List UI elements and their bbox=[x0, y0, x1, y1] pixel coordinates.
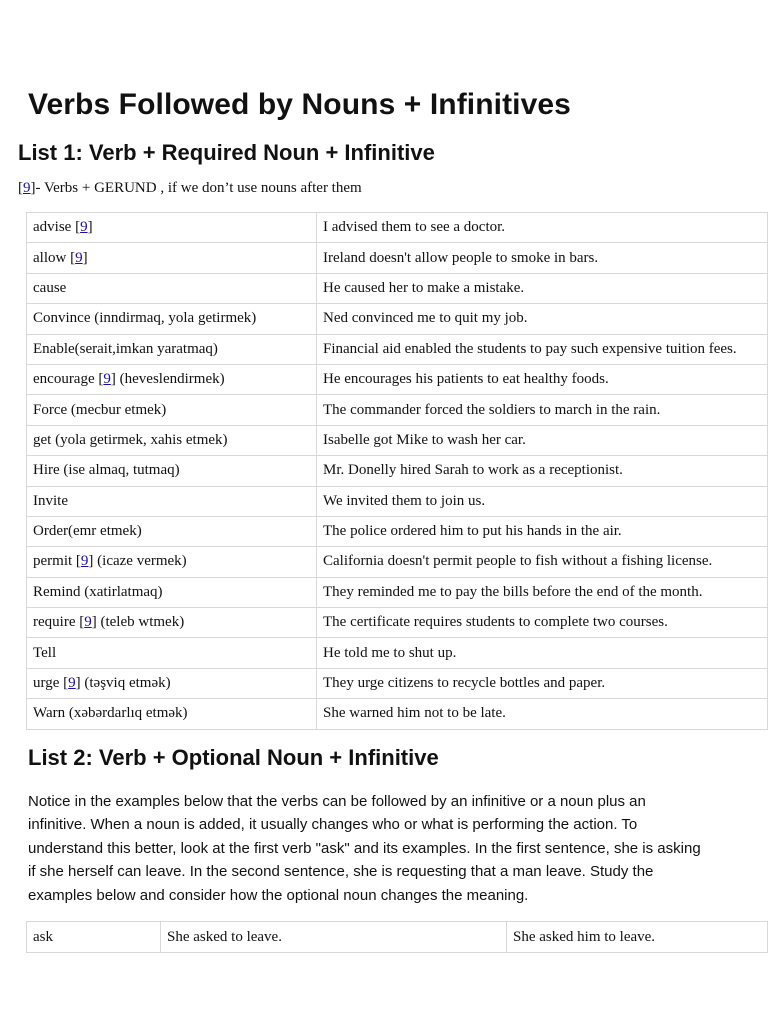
note-text: ]- Verbs + GERUND , if we don’t use nouns after them bbox=[30, 180, 362, 196]
verb-text: allow bbox=[33, 249, 67, 266]
example-cell: They reminded me to pay the bills before the end of the month. bbox=[317, 577, 768, 607]
example-cell: Isabelle got Mike to wash her car. bbox=[317, 425, 768, 455]
table-row bbox=[27, 395, 768, 425]
verb-text: Force (mecbur etmek) bbox=[33, 401, 167, 418]
verb-translation: (teleb wtmek) bbox=[96, 614, 185, 631]
table-row bbox=[27, 922, 768, 953]
verb-text: Enable(serait,imkan yaratmaq) bbox=[33, 340, 218, 357]
ref-link[interactable]: 9 bbox=[80, 219, 88, 236]
example-cell: They urge citizens to recycle bottles and paper. bbox=[317, 668, 768, 698]
ref-open-bracket: [ bbox=[71, 219, 81, 236]
table-row bbox=[27, 577, 768, 607]
page-title: Verbs Followed by Nouns + Infinitives bbox=[28, 88, 571, 121]
ref-link[interactable]: 9 bbox=[84, 614, 92, 631]
verb-text: Order(emr etmek) bbox=[33, 523, 142, 540]
example-cell: Ireland doesn't allow people to smoke in bars. bbox=[317, 243, 768, 273]
ref-open-bracket: [ bbox=[72, 553, 81, 570]
verb-cell bbox=[27, 425, 317, 455]
ref-link[interactable]: 9 bbox=[75, 249, 83, 266]
ref-close-bracket: ] bbox=[75, 675, 81, 692]
table-row bbox=[27, 334, 768, 364]
verb-cell bbox=[27, 699, 317, 729]
verb-cell bbox=[27, 395, 317, 425]
list2-heading: List 2: Verb + Optional Noun + Infinitive bbox=[28, 745, 439, 770]
example-cell: He caused her to make a mistake. bbox=[317, 273, 768, 303]
verb-text: Tell bbox=[33, 644, 57, 661]
verb-cell bbox=[27, 486, 317, 516]
verb-cell bbox=[27, 334, 317, 364]
verb-cell bbox=[27, 364, 317, 394]
verb-table-list2 bbox=[26, 921, 768, 953]
gerund-note bbox=[18, 180, 362, 197]
table-row bbox=[27, 273, 768, 303]
table-row bbox=[27, 547, 768, 577]
verb-cell bbox=[27, 547, 317, 577]
verb-cell bbox=[27, 304, 317, 334]
ref-open-bracket: [ bbox=[59, 675, 69, 692]
ref-close-bracket: ] bbox=[82, 249, 88, 266]
table-row bbox=[27, 608, 768, 638]
verb-text: Warn (xəbərdarlıq etmək) bbox=[33, 705, 188, 722]
ref-link[interactable]: 9 bbox=[103, 371, 111, 388]
table-row bbox=[27, 304, 768, 334]
ref-close-bracket: ] bbox=[87, 219, 93, 236]
ref-open-bracket: [ bbox=[94, 371, 104, 388]
table-row bbox=[27, 668, 768, 698]
example-cell: She warned him not to be late. bbox=[317, 699, 768, 729]
table-row bbox=[27, 243, 768, 273]
verb-text: advise bbox=[33, 219, 72, 236]
ref-link[interactable]: 9 bbox=[68, 675, 76, 692]
verb-cell bbox=[27, 273, 317, 303]
example-cell: The commander forced the soldiers to march in the rain. bbox=[317, 395, 768, 425]
verb-table-list1 bbox=[26, 212, 768, 730]
verb-translation: (icaze vermek) bbox=[93, 553, 187, 570]
table-row bbox=[27, 638, 768, 668]
verb-cell bbox=[27, 638, 317, 668]
list2-paragraph: Notice in the examples below that the verbs can be followed by an infinitive or a noun plus an infinitive. When a noun is added, it usually changes who or what is performing the action. To understand this better, look at the first verb "ask" and its examples. In the first sentence, she is asking if she herself can leave. In the second sentence, she is requesting that a man leave. Study the examples below and consider how the optional noun changes the meaning. bbox=[28, 793, 701, 904]
example-cell: The police ordered him to put his hands in the air. bbox=[317, 516, 768, 546]
verb-text: require bbox=[33, 614, 76, 631]
list1-heading: List 1: Verb + Required Noun + Infinitive bbox=[18, 140, 435, 165]
ref-close-bracket: ] bbox=[91, 614, 97, 631]
note-open-bracket: [ bbox=[18, 180, 23, 196]
example-cell: He told me to shut up. bbox=[317, 638, 768, 668]
verb-cell: ask bbox=[27, 922, 161, 953]
verb-translation: (heveslendirmek) bbox=[115, 371, 225, 388]
ref-close-bracket: ] bbox=[88, 553, 94, 570]
verb-cell bbox=[27, 456, 317, 486]
example-cell: I advised them to see a doctor. bbox=[317, 213, 768, 243]
example-cell: She asked him to leave. bbox=[507, 922, 768, 953]
ref-open-bracket: [ bbox=[75, 614, 85, 631]
verb-text: urge bbox=[33, 675, 60, 692]
verb-cell bbox=[27, 213, 317, 243]
ref-link[interactable]: 9 bbox=[80, 553, 89, 570]
table-row bbox=[27, 425, 768, 455]
example-cell: California doesn't permit people to fish without a fishing license. bbox=[317, 547, 768, 577]
table-row bbox=[27, 213, 768, 243]
example-cell: Mr. Donelly hired Sarah to work as a receptionist. bbox=[317, 456, 768, 486]
verb-cell bbox=[27, 668, 317, 698]
example-cell: She asked to leave. bbox=[161, 922, 507, 953]
table-row bbox=[27, 486, 768, 516]
table-row bbox=[27, 364, 768, 394]
ref-close-bracket: ] bbox=[110, 371, 116, 388]
example-cell: Financial aid enabled the students to pay such expensive tuition fees. bbox=[317, 334, 768, 364]
verb-cell bbox=[27, 516, 317, 546]
verb-cell bbox=[27, 608, 317, 638]
verb-cell bbox=[27, 577, 317, 607]
table-row bbox=[27, 516, 768, 546]
example-cell: Ned convinced me to quit my job. bbox=[317, 304, 768, 334]
example-cell: He encourages his patients to eat healthy foods. bbox=[317, 364, 768, 394]
verb-text: Hire (ise almaq, tutmaq) bbox=[33, 462, 180, 479]
verb-text: permit bbox=[33, 553, 73, 570]
ref-open-bracket: [ bbox=[66, 249, 76, 266]
verb-text: Convince (inndirmaq, yola getirmek) bbox=[33, 310, 257, 327]
verb-text: cause bbox=[33, 279, 67, 296]
example-cell: The certificate requires students to complete two courses. bbox=[317, 608, 768, 638]
table-row bbox=[27, 699, 768, 729]
verb-text: Remind (xatirlatmaq) bbox=[33, 583, 163, 600]
example-cell: We invited them to join us. bbox=[317, 486, 768, 516]
verb-text: encourage bbox=[33, 371, 95, 388]
verb-text: Invite bbox=[33, 492, 68, 509]
note-ref-link[interactable]: 9 bbox=[23, 180, 31, 196]
verb-text: get (yola getirmek, xahis etmek) bbox=[33, 431, 228, 448]
verb-translation: (təşviq etmək) bbox=[80, 675, 171, 692]
table-row bbox=[27, 456, 768, 486]
verb-cell bbox=[27, 243, 317, 273]
